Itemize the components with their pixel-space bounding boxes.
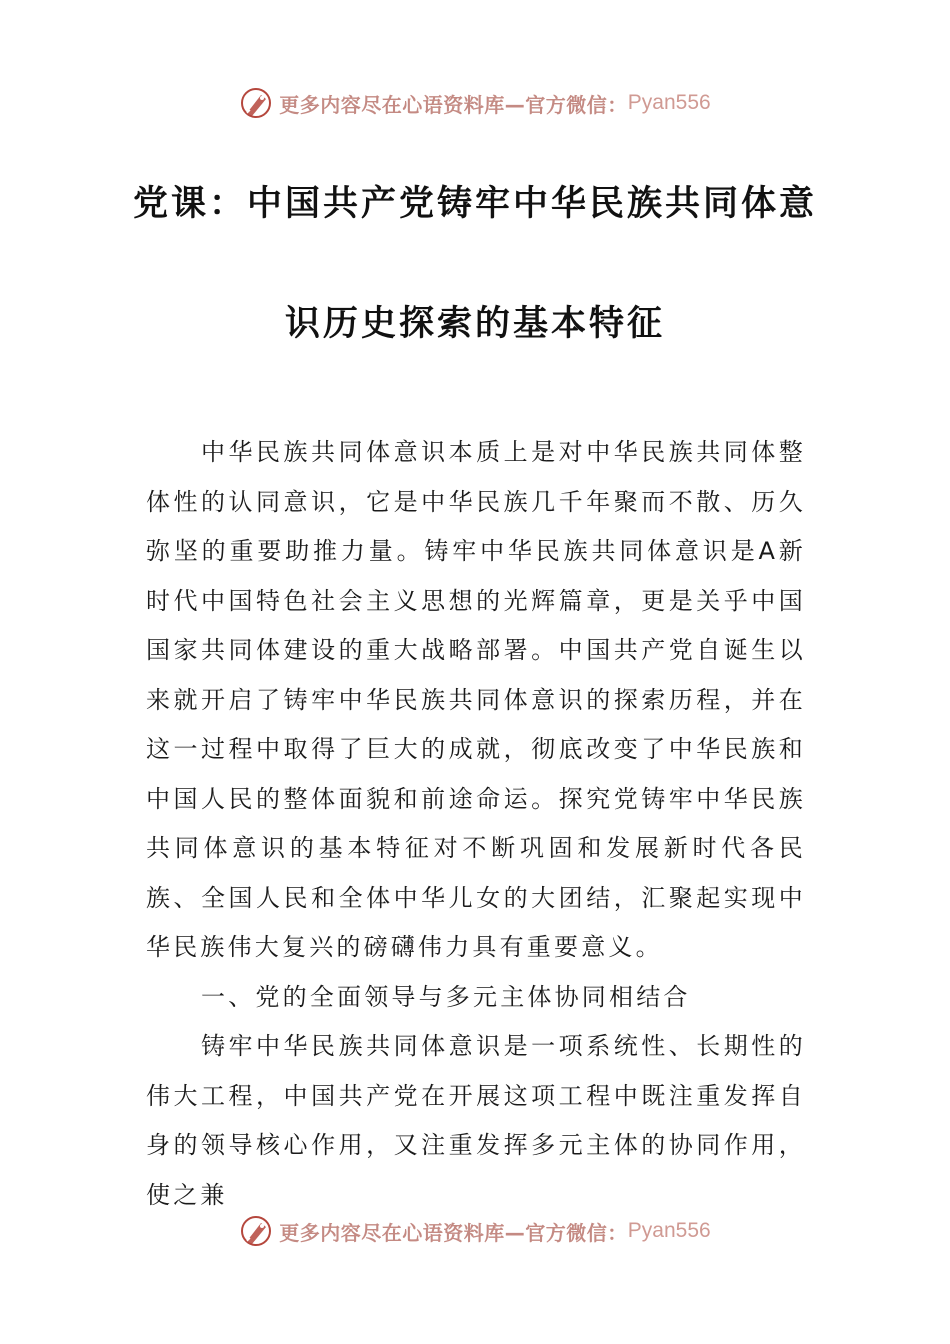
watermark-handle: Pyan556 xyxy=(627,91,711,114)
watermark-handle: Pyan556 xyxy=(627,1219,711,1242)
document-body xyxy=(146,428,806,1220)
page-title-line-1: 党课：中国共产党铸牢中华民族共同体意 xyxy=(132,184,817,224)
watermark-text: 更多内容尽在心语资料库—官方微信： xyxy=(279,92,628,117)
watermark-banner-bottom xyxy=(0,1208,950,1254)
pen-nib-logo-icon xyxy=(239,86,273,120)
section-heading-1: 一、党的全面领导与多元主体协同相结合 xyxy=(201,982,691,1011)
pen-nib-logo-icon xyxy=(239,1214,273,1248)
paragraph-section-1: 铸牢中华民族共同体意识是一项系统性、长期性的伟大工程，中国共产党在开展这项工程中既注重发挥自身的领导核心作用，又注重发挥多元主体的协同作用，使之兼 xyxy=(146,1032,806,1209)
watermark-text: 更多内容尽在心语资料库—官方微信： xyxy=(279,1220,628,1245)
watermark-banner-top xyxy=(0,80,950,126)
paragraph-intro: 中华民族共同体意识本质上是对中华民族共同体整体性的认同意识，它是中华民族几千年聚而不散、历久弥坚的重要助推力量。铸牢中华民族共同体意识是A新时代中国特色社会主义思想的光辉篇章，更是关乎中国国家共同体建设的重大战略部署。中国共产党自诞生以来就开启了铸牢中华民族共同体意识的探索历程，并在这一过程中取得了巨大的成就，彻底改变了中华民族和中国人民的整体面貌和前途命运。探究党铸牢中华民族共同体意识的基本特征对不断巩固和发展新时代各民族、全国人民和全体中华儿女的大团结，汇聚起实现中华民族伟大复兴的磅礴伟力具有重要意义。 xyxy=(146,438,806,961)
page-title-line-2: 识历史探索的基本特征 xyxy=(284,304,665,344)
